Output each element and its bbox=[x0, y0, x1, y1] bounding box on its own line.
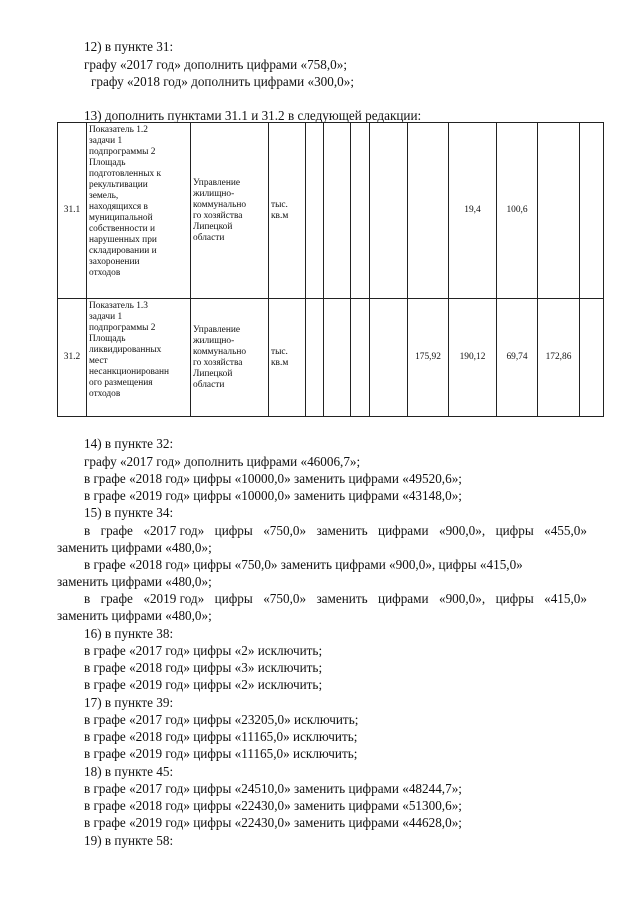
value-cell: 190,12 bbox=[449, 299, 497, 417]
indicator-table bbox=[57, 122, 604, 417]
item-18-heading: 18) в пункте 45: bbox=[84, 764, 174, 779]
item-18-line-3: в графе «2019 год» цифры «22430,0» заменить цифрами «44628,0»; bbox=[84, 815, 462, 830]
item-12-line-1: графу «2017 год» дополнить цифрами «758,0»; bbox=[84, 57, 348, 72]
word: «2017 год» bbox=[143, 523, 205, 538]
word: цифрами bbox=[378, 523, 429, 538]
item-15-line-2: заменить цифрами «480,0»; bbox=[57, 540, 212, 555]
item-15-line-1 bbox=[84, 522, 587, 539]
word: графе bbox=[100, 591, 133, 606]
value-cell bbox=[580, 299, 604, 417]
item-12-line-2: графу «2018 год» дополнить цифрами «300,0»; bbox=[91, 74, 355, 89]
item-16-line-1: в графе «2017 год» цифры «2» исключить; bbox=[84, 643, 323, 658]
word: цифры bbox=[495, 591, 534, 606]
item-15-heading: 15) в пункте 34: bbox=[84, 505, 174, 520]
item-17-heading: 17) в пункте 39: bbox=[84, 695, 174, 710]
value-cell bbox=[351, 123, 370, 299]
item-15-line-4: заменить цифрами «480,0»; bbox=[57, 574, 212, 589]
value-cell bbox=[370, 123, 408, 299]
responsible-cell: Управление жилищно- коммунально го хозяйства Липецкой области bbox=[191, 299, 269, 417]
value-cell bbox=[324, 123, 351, 299]
word: цифрами bbox=[378, 591, 429, 606]
item-18-line-1: в графе «2017 год» цифры «24510,0» заменить цифрами «48244,7»; bbox=[84, 781, 462, 796]
value-cell bbox=[538, 123, 580, 299]
word: цифры bbox=[495, 523, 534, 538]
word: «750,0» bbox=[263, 523, 307, 538]
item-15-line-6: заменить цифрами «480,0»; bbox=[57, 608, 212, 623]
value-cell: 172,86 bbox=[538, 299, 580, 417]
value-cell: 19,4 bbox=[449, 123, 497, 299]
row-number: 31.1 bbox=[58, 123, 87, 299]
row-number: 31.2 bbox=[58, 299, 87, 417]
indicator-cell: Показатель 1.2 задачи 1 подпрограммы 2 Площадь подготовленных к рекультивации земель, находящихся в муниципальной собственности и нарушенных при складировании и захоронении отходов bbox=[87, 123, 191, 299]
unit-cell: тыс. кв.м bbox=[269, 123, 306, 299]
item-18-line-2: в графе «2018 год» цифры «22430,0» заменить цифрами «51300,6»; bbox=[84, 798, 462, 813]
item-17-line-3: в графе «2019 год» цифры «11165,0» исключить; bbox=[84, 746, 358, 761]
word: цифры bbox=[214, 591, 253, 606]
word: в bbox=[84, 523, 91, 538]
item-14-line-2: в графе «2018 год» цифры «10000,0» заменить цифрами «49520,6»; bbox=[84, 471, 462, 486]
item-17-line-1: в графе «2017 год» цифры «23205,0» исключить; bbox=[84, 712, 359, 727]
indicator-cell: Показатель 1.3 задачи 1 подпрограммы 2 Площадь ликвидированных мест несанкционированн ого размещения отходов bbox=[87, 299, 191, 417]
value-cell bbox=[580, 123, 604, 299]
table-row bbox=[58, 123, 604, 299]
item-15-line-3: в графе «2018 год» цифры «750,0» заменить цифрами «900,0», цифры «415,0» bbox=[84, 557, 523, 572]
word: заменить bbox=[316, 591, 368, 606]
word: «900,0», bbox=[438, 523, 486, 538]
item-14-heading: 14) в пункте 32: bbox=[84, 436, 174, 451]
item-15-line-5 bbox=[84, 590, 587, 607]
item-17-line-2: в графе «2018 год» цифры «11165,0» исключить; bbox=[84, 729, 358, 744]
responsible-cell: Управление жилищно- коммунально го хозяйства Липецкой области bbox=[191, 123, 269, 299]
value-cell bbox=[324, 299, 351, 417]
word: заменить bbox=[316, 523, 368, 538]
item-19-heading: 19) в пункте 58: bbox=[84, 833, 174, 848]
word: «415,0» bbox=[544, 591, 587, 606]
word: графе bbox=[100, 523, 133, 538]
word: «900,0», bbox=[438, 591, 486, 606]
word: в bbox=[84, 591, 91, 606]
item-16-line-3: в графе «2019 год» цифры «2» исключить; bbox=[84, 677, 323, 692]
word: цифры bbox=[214, 523, 253, 538]
item-16-heading: 16) в пункте 38: bbox=[84, 626, 174, 641]
table-row bbox=[58, 299, 604, 417]
value-cell: 69,74 bbox=[497, 299, 538, 417]
word: «455,0» bbox=[544, 523, 587, 538]
item-13-heading: 13) дополнить пунктами 31.1 и 31.2 в следующей редакции: bbox=[84, 108, 422, 123]
value-cell bbox=[306, 123, 324, 299]
value-cell bbox=[306, 299, 324, 417]
word: «2019 год» bbox=[143, 591, 205, 606]
item-12-heading: 12) в пункте 31: bbox=[84, 39, 174, 54]
unit-cell: тыс. кв.м bbox=[269, 299, 306, 417]
value-cell: 175,92 bbox=[408, 299, 449, 417]
value-cell bbox=[370, 299, 408, 417]
item-14-line-1: графу «2017 год» дополнить цифрами «46006,7»; bbox=[84, 454, 361, 469]
value-cell: 100,6 bbox=[497, 123, 538, 299]
value-cell bbox=[351, 299, 370, 417]
value-cell bbox=[408, 123, 449, 299]
item-14-line-3: в графе «2019 год» цифры «10000,0» заменить цифрами «43148,0»; bbox=[84, 488, 462, 503]
word: «750,0» bbox=[263, 591, 307, 606]
item-16-line-2: в графе «2018 год» цифры «3» исключить; bbox=[84, 660, 323, 675]
